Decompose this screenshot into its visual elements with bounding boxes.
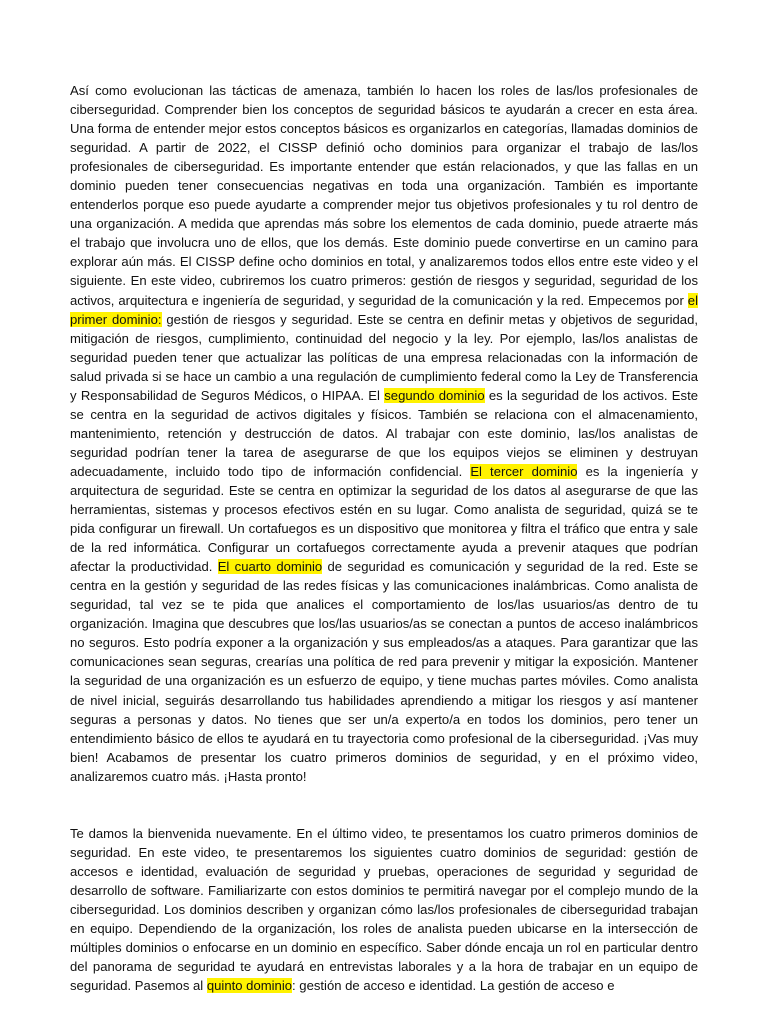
highlight-primer-dominio: el primer dominio: xyxy=(70,292,698,327)
highlight-segundo-dominio: segundo dominio xyxy=(384,387,485,403)
paragraph-1 xyxy=(70,81,698,786)
highlight-cuarto-dominio: El cuarto dominio xyxy=(217,559,323,575)
highlight-quinto-dominio: quinto dominio xyxy=(206,978,293,994)
text-run: Así como evolucionan las tácticas de amenaza, también lo hacen los roles de las/los profesionales de ciberseguridad. Comprender bien los conceptos de seguridad básicos te ayudarán a crecer en esta área. Una forma de entender mejor estos conceptos básicos es organizarlos en categorías, llamadas dominios de seguridad. A partir de 2022, el CISSP definió ocho dominios para organizar el trabajo de las/los profesionales de ciberseguridad. Es importante entender que están relacionados, y que las fallas en un dominio pueden tener consecuencias negativas en toda una organización. También es importante entenderlos porque eso puede ayudarte a comprender mejor tus objetivos profesionales y tu rol dentro de una organización. A medida que aprendas más sobre los elementos de cada dominio, puede atraerte más el trabajo que involucra uno de ellos, que los demás. Este dominio puede convertirse en un camino para explorar aún más. El CISSP define ocho dominios en total, y analizaremos todos ellos entre este video y el siguiente. En este video, cubriremos los cuatro primeros: gestión de riesgos y seguridad, seguridad de los activos, arquitectura e ingeniería de seguridad, y seguridad de la comunicación y la red. Empecemos por xyxy=(70,83,698,308)
highlight-tercer-dominio: El tercer dominio xyxy=(470,463,578,479)
text-run: Te damos la bienvenida nuevamente. En el último video, te presentamos los cuatro primeros dominios de seguridad. En este video, te presentaremos los siguientes cuatro dominios de seguridad: gestión de accesos e identidad, evaluación de seguridad y pruebas, operaciones de seguridad y seguridad de desarrollo de software. Familiarizarte con estos dominios te permitirá navegar por el complejo mundo de la ciberseguridad. Los dominios describen y organizan cómo las/los profesionales de ciberseguridad trabajan en equipo. Dependiendo de la organización, los roles de analista pueden ubicarse en la intersección de múltiples dominios o enfocarse en un dominio en específico. Saber dónde encaja un rol en particular dentro del panorama de seguridad te ayudará en entrevistas laborales y a la hora de trabajar en un equipo de seguridad. Pasemos al xyxy=(70,825,698,994)
paragraph-2 xyxy=(70,824,698,995)
text-run: de seguridad es comunicación y seguridad de la red. Este se centra en la gestión y seguridad de las redes físicas y las comunicaciones inalámbricas. Como analista de seguridad, tal vez se te pida que analices el comportamiento de los/las usuarios/as dentro de tu organización. Imagina que descubres que los/las usuarios/as se conectan a puntos de acceso inalámbricos no seguros. Esto podría exponer a la organización y sus empleados/as a ataques. Para garantizar que las comunicaciones sean seguras, crearías una política de red para prevenir y mitigar la exposición. Mantener la seguridad de una organización es un esfuerzo de equipo, y tiene muchas partes móviles. Como analista de nivel inicial, seguirás desarrollando tus habilidades aprendiendo a mitigar los riesgos y así mantener seguras a personas y datos. No tienes que ser un/a experto/a en todos los dominios, pero tener un entendimiento básico de ellos te ayudará en tu trayectoria como profesional de la ciberseguridad. ¡Vas muy bien! Acabamos de presentar los cuatro primeros dominios de seguridad, y en el próximo video, analizaremos cuatro más. ¡Hasta pronto! xyxy=(70,559,698,784)
text-run: es la seguridad de los activos. Este se centra en la seguridad de activos digitales y físicos. También se relaciona con el almacenamiento, mantenimiento, retención y destrucción de datos. Al trabajar con este dominio, las/los analistas de seguridad podrían tener la tarea de asegurarse de que los equipos viejos se eliminen y destruyan adecuadamente, incluido todo tipo de información confidencial. xyxy=(70,387,699,479)
text-run: es la ingeniería y arquitectura de seguridad. Este se centra en optimizar la seguridad de los datos al asegurarse de que las herramientas, sistemas y procesos efectivos estén en su lugar. Como analista de seguridad, quizá se te pida configurar un firewall. Un cortafuegos es un dispositivo que monitorea y filtra el tráfico que entra y sale de la red informática. Configurar un cortafuegos correctamente ayuda a prevenir ataques que podrían afectar la productividad. xyxy=(70,463,698,575)
text-run: : gestión de acceso e identidad. La gestión de acceso e xyxy=(292,978,615,994)
text-run: gestión de riesgos y seguridad. Este se centra en definir metas y objetivos de seguridad, mitigación de riesgos, cumplimiento, continuidad del negocio y la ley. Por ejemplo, las/los analistas de seguridad pueden tener que actualizar las políticas de una empresa relacionadas con la información de salud privada si se hace un cambio a una regulación de cumplimiento federal como la Ley de Transferencia y Responsabilidad de Seguros Médicos, o HIPAA. El xyxy=(70,311,698,403)
